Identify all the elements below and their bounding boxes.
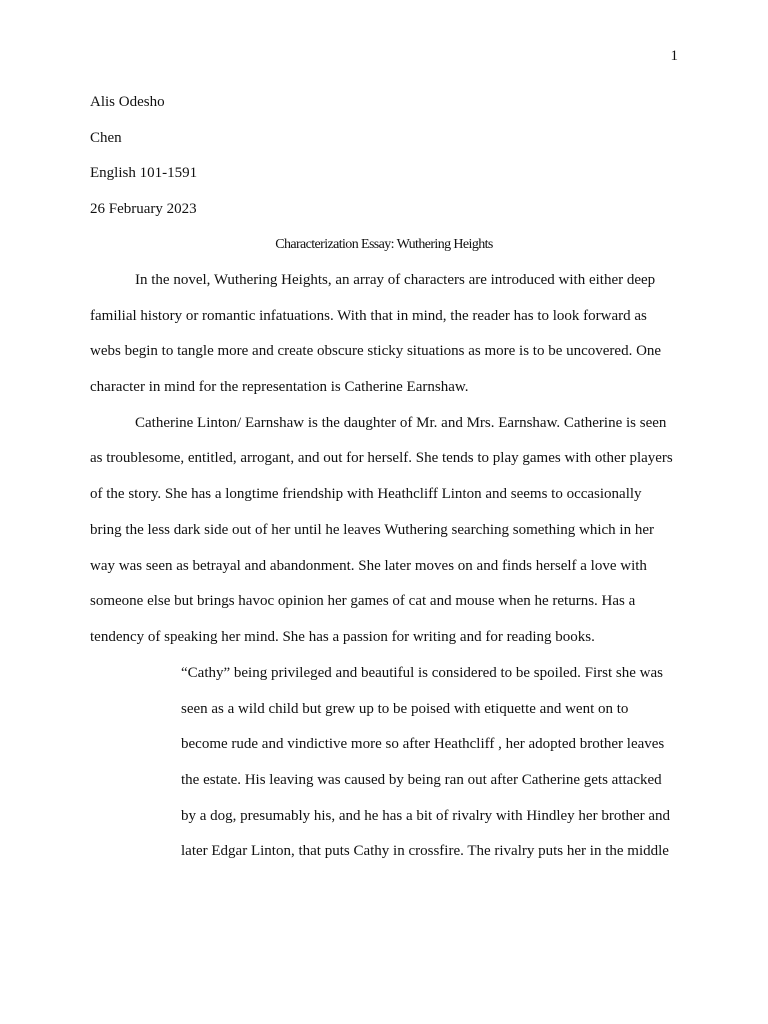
quote-line: later Edgar Linton, that puts Cathy in crossfire. The rivalry puts her in the middle [181, 843, 669, 860]
paragraph-2 [90, 413, 678, 663]
page-number: 1 [670, 48, 678, 64]
text-line: Catherine Linton/ Earnshaw is the daughter of Mr. and Mrs. Earnshaw. Catherine is seen [135, 414, 667, 431]
text-line: tendency of speaking her mind. She has a passion for writing and for reading books. [90, 628, 595, 645]
essay-body [90, 270, 678, 663]
course-name: English 101-1591 [90, 165, 198, 182]
quote-line: “Cathy” being privileged and beautiful is considered to be spoiled. First she was [181, 665, 663, 681]
quote-line: become rude and vindictive more so after Heathcliff , her adopted brother leaves [181, 736, 665, 753]
text-line: way was seen as betrayal and abandonment. She later moves on and finds herself a love with [90, 557, 647, 574]
text-line: as troublesome, entitled, arrogant, and out for herself. She tends to play games with other players [90, 450, 673, 467]
quote-line: the estate. His leaving was caused by being ran out after Catherine gets attacked [181, 772, 662, 789]
text-line: someone else but brings havoc opinion her games of cat and mouse when he returns. Has a [90, 593, 636, 610]
mla-heading [90, 92, 680, 234]
paragraph-1 [90, 270, 678, 413]
block-quote [181, 663, 678, 877]
essay-date: 26 February 2023 [90, 200, 197, 217]
text-line: of the story. She has a longtime friendship with Heathcliff Linton and seems to occasionally [90, 486, 642, 503]
text-line: familial history or romantic infatuations. With that in mind, the reader has to look forward as [90, 307, 647, 324]
author-name: Alis Odesho [90, 94, 165, 110]
instructor-name: Chen [90, 129, 122, 146]
quote-line: seen as a wild child but grew up to be poised with etiquette and went on to [181, 700, 629, 717]
quote-line: by a dog, presumably his, and he has a bit of rivalry with Hindley her brother and [181, 807, 671, 824]
text-line: character in mind for the representation is Catherine Earnshaw. [90, 379, 469, 396]
essay-title: Characterization Essay: Wuthering Heights [275, 237, 493, 252]
text-line: bring the less dark side out of her until he leaves Wuthering searching something which in her [90, 521, 654, 538]
text-line: In the novel, Wuthering Heights, an array of characters are introduced with either deep [135, 272, 656, 288]
text-line: webs begin to tangle more and create obscure sticky situations as more is to be uncovered. One [90, 343, 662, 360]
